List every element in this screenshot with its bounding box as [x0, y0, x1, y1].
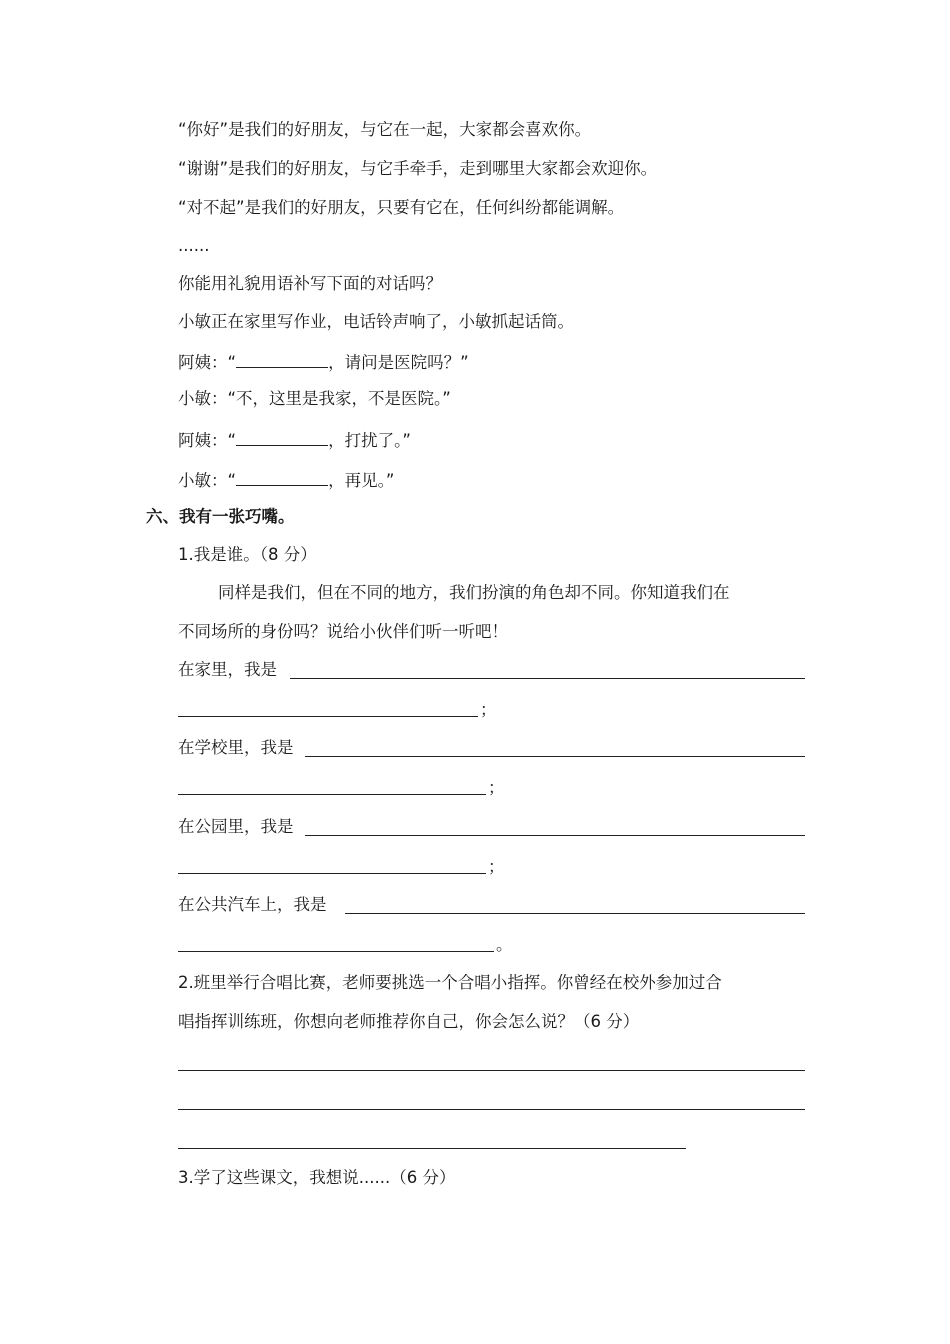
dialogue-line-4 [178, 468, 394, 491]
q1-title: 1.我是谁。（8 分） [178, 545, 317, 564]
place-label-home: 在家里，我是 [178, 660, 277, 679]
prompt-line: 你能用礼貌用语补写下面的对话吗？ [178, 274, 442, 293]
dialogue-line-3 [178, 428, 411, 451]
answer-blank[interactable] [236, 468, 328, 486]
intro-line-1: “你好”是我们的好朋友，与它在一起，大家都会喜欢你。 [178, 120, 592, 139]
speaker: 阿姨：“ [178, 353, 237, 372]
place-label-school: 在学校里，我是 [178, 738, 294, 757]
answer-line[interactable] [178, 873, 486, 874]
answer-blank[interactable] [236, 428, 328, 446]
answer-line[interactable] [345, 913, 805, 914]
q1-desc-line-1: 同样是我们，但在不同的地方，我们扮演的角色却不同。你知道我们在 [218, 583, 730, 602]
answer-line[interactable] [178, 794, 486, 795]
dialogue-text: ，再见。” [328, 471, 395, 490]
end-punctuation: 。 [496, 935, 513, 954]
scene-line: 小敏正在家里写作业，电话铃声响了，小敏抓起话筒。 [178, 312, 574, 331]
q2-line-2: 唱指挥训练班，你想向老师推荐你自己，你会怎么说？（6 分） [178, 1012, 640, 1031]
dialogue-line-1 [178, 350, 469, 373]
answer-line[interactable] [290, 678, 805, 679]
answer-line[interactable] [178, 716, 478, 717]
answer-line[interactable] [305, 756, 805, 757]
answer-line[interactable] [178, 951, 494, 952]
dialogue-line-2: 小敏：“不，这里是我家，不是医院。” [178, 389, 451, 408]
speaker: 小敏：“ [178, 471, 237, 490]
answer-blank[interactable] [236, 350, 328, 368]
q1-desc-line-2: 不同场所的身份吗？说给小伙伴们听一听吧！ [178, 622, 508, 641]
place-label-bus: 在公共汽车上，我是 [178, 895, 327, 914]
place-label-park: 在公园里，我是 [178, 817, 294, 836]
ellipsis: ...... [178, 236, 210, 255]
end-punctuation: ； [480, 700, 497, 719]
answer-line[interactable] [178, 1109, 805, 1110]
end-punctuation: ； [488, 778, 505, 797]
answer-line[interactable] [178, 1070, 805, 1071]
q2-line-1: 2.班里举行合唱比赛，老师要挑选一个合唱小指挥。你曾经在校外参加过合 [178, 973, 722, 992]
speaker: 阿姨：“ [178, 431, 237, 450]
answer-line[interactable] [178, 1148, 686, 1149]
q3-title: 3.学了这些课文，我想说......（6 分） [178, 1168, 456, 1187]
answer-line[interactable] [305, 835, 805, 836]
dialogue-text: ，请问是医院吗？” [328, 353, 469, 372]
intro-line-3: “对不起”是我们的好朋友，只要有它在，任何纠纷都能调解。 [178, 198, 625, 217]
end-punctuation: ； [488, 857, 505, 876]
section-title: 六、我有一张巧嘴。 [146, 507, 295, 526]
intro-line-2: “谢谢”是我们的好朋友，与它手牵手，走到哪里大家都会欢迎你。 [178, 159, 658, 178]
dialogue-text: ，打扰了。” [328, 431, 411, 450]
